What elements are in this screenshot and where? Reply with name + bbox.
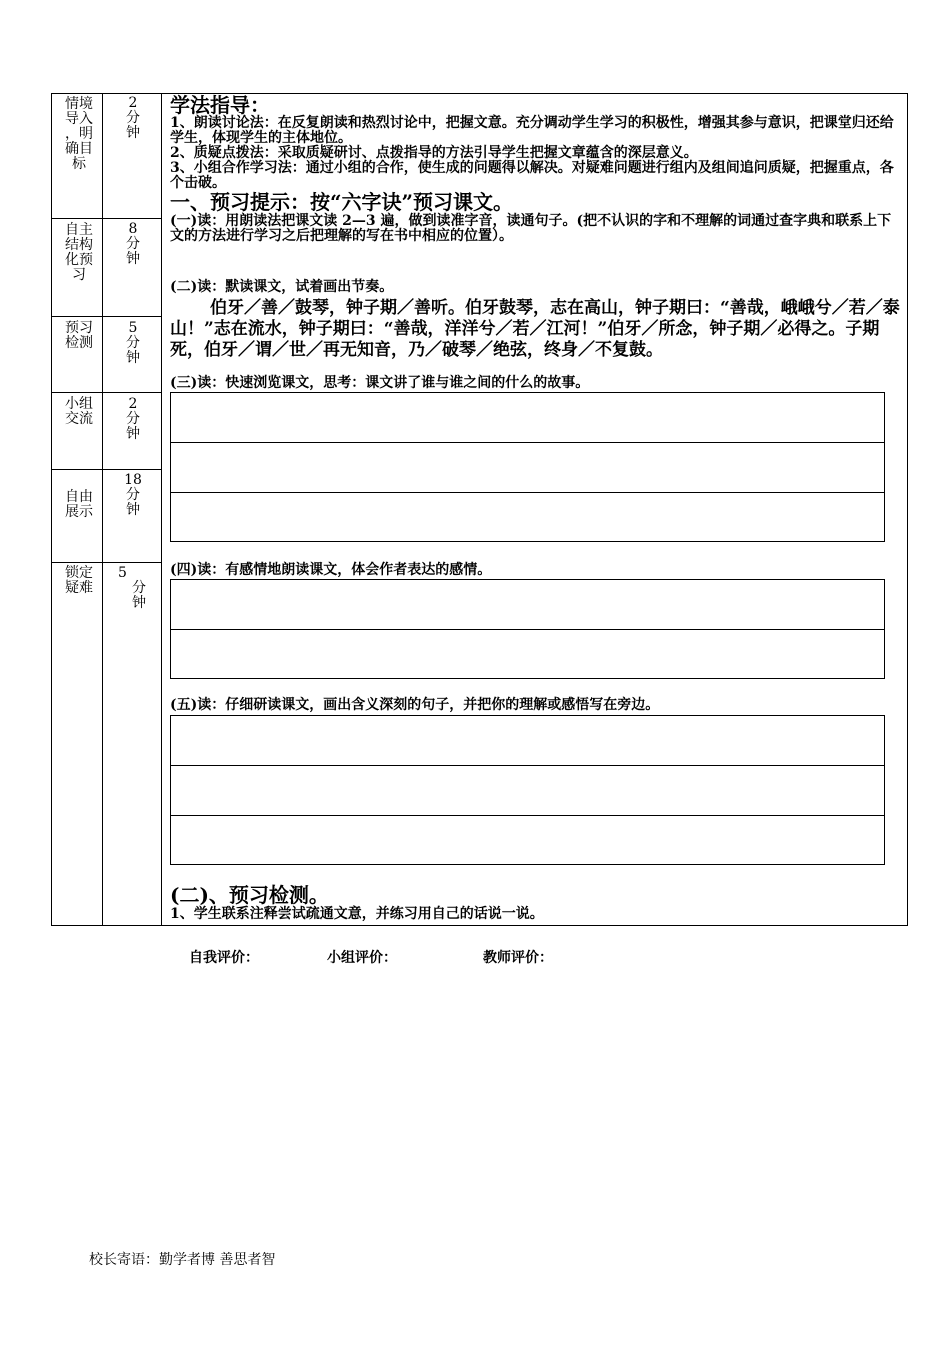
stage-label: 预习 检测 <box>65 320 93 351</box>
answer-line[interactable] <box>171 630 884 680</box>
group-evaluation-label: 小组评价： <box>327 950 397 966</box>
stage-label: 自主 结构 化预 习 <box>65 222 93 283</box>
answer-line[interactable] <box>171 716 884 766</box>
method-item: 2、质疑点拨法：采取质疑研讨、点拨指导的方法引导学生把握文章蕴含的深层意义。 <box>170 145 698 161</box>
stage-label: 情境 导入 ，明 确目 标 <box>65 96 93 172</box>
read-step-three: (三)读：快速浏览课文，思考：课文讲了谁与谁之间的什么的故事。 <box>170 375 590 391</box>
read-step-two: (二)读：默读课文，试着画出节奏。 <box>170 279 394 295</box>
answer-line[interactable] <box>171 493 884 543</box>
lesson-content <box>170 94 905 244</box>
stage-duration: 2 分 钟 <box>126 95 140 141</box>
method-title: 学法指导： <box>170 93 270 117</box>
principal-motto: 校长寄语：勤学者博 善思者智 <box>89 1252 276 1268</box>
answer-box[interactable] <box>170 715 885 865</box>
stage-duration: 5 分 钟 <box>118 565 146 611</box>
section-two-item: 1、学生联系注释尝试疏通文意，并练习用自己的话说一说。 <box>170 906 544 922</box>
stage-label: 小组 交流 <box>65 396 93 427</box>
section-two-title: (二)、预习检测。 <box>170 883 329 907</box>
stage-label: 锁定 疑难 <box>65 565 93 596</box>
method-item: 3、小组合作学习法：通过小组的合作，使生成的问题得以解决。对疑难问题进行组内及组间追问质疑，把握重点，各个击破。 <box>170 160 894 191</box>
stage-duration: 8 分 钟 <box>126 221 140 267</box>
classical-passage: 伯牙／善／鼓琴，钟子期／善听。伯牙鼓琴，志在高山，钟子期曰：“善哉，峨峨兮／若／泰山！”志在流水，钟子期曰：“善哉，洋洋兮／若／江河！”伯牙／所念，钟子期／必得之。子期死，伯牙／谓／世／再无知音，乃／破琴／绝弦，终身／不复鼓。 <box>170 298 900 360</box>
answer-box[interactable] <box>170 579 885 679</box>
stage-duration: 5 分 钟 <box>126 320 140 366</box>
read-step-five: (五)读：仔细研读课文，画出含义深刻的句子，并把你的理解或感悟写在旁边。 <box>170 697 660 713</box>
row-divider <box>51 469 162 470</box>
answer-box[interactable] <box>170 392 885 542</box>
answer-line[interactable] <box>171 766 884 816</box>
row-divider <box>51 562 162 563</box>
teacher-evaluation-label: 教师评价： <box>483 950 553 966</box>
row-divider <box>51 316 162 317</box>
read-step-four: (四)读：有感情地朗读课文，体会作者表达的感情。 <box>170 562 492 578</box>
answer-line[interactable] <box>171 393 884 443</box>
section-one-title: 一、预习提示：按“六字诀”预习课文。 <box>170 190 514 214</box>
answer-line[interactable] <box>171 580 884 630</box>
read-step-one: (一)读：用朗读法把课文读 2—3 遍，做到读准字音，读通句子。(把不认识的字和不理解的词通过查字典和联系上下文的方法进行学习之后把理解的写在书中相应的位置）。 <box>170 213 892 244</box>
answer-line[interactable] <box>171 816 884 866</box>
stage-duration: 2 分 钟 <box>126 396 140 442</box>
answer-line[interactable] <box>171 443 884 493</box>
row-divider <box>51 218 162 219</box>
stage-label: 自由 展示 <box>65 489 93 520</box>
row-divider <box>51 392 162 393</box>
self-evaluation-label: 自我评价： <box>189 950 259 966</box>
method-item: 1、朗读讨论法：在反复朗读和热烈讨论中，把握文意。充分调动学生学习的积极性，增强其参与意识，把课堂归还给学生，体现学生的主体地位。 <box>170 115 894 146</box>
stage-duration: 18 分 钟 <box>124 472 142 518</box>
